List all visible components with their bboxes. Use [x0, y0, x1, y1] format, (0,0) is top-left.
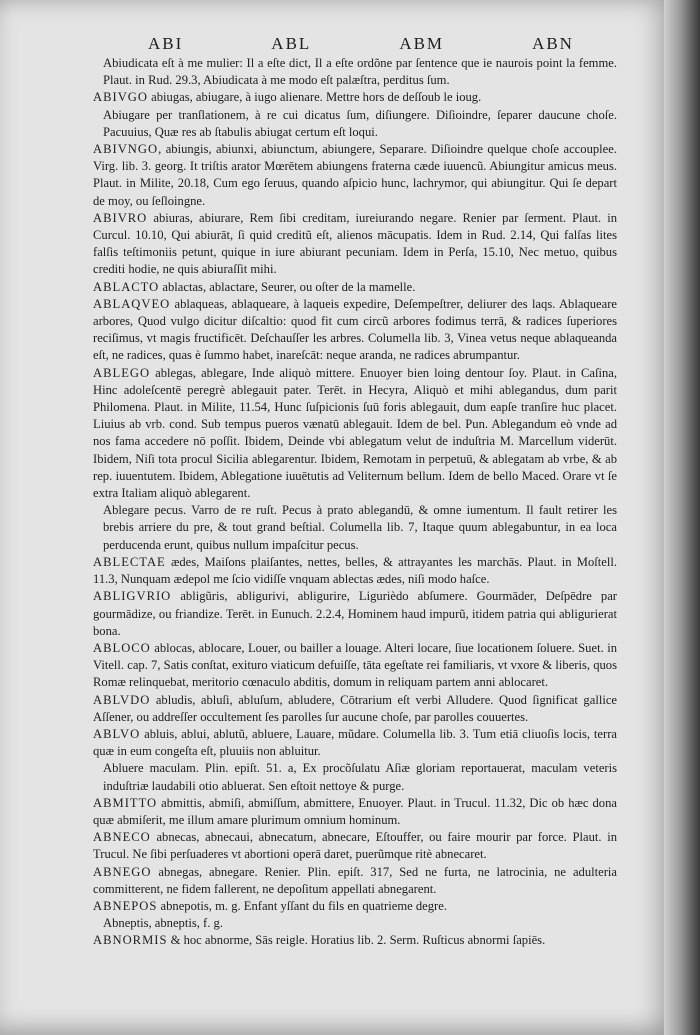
- running-head-2: ABL: [271, 34, 312, 53]
- entry-headword: ABNEPOS: [93, 898, 158, 913]
- entry-headword: ABLVDO: [93, 692, 151, 707]
- entry-text: ablactas, ablactare, Seurer, ou oſter de la mamelle.: [159, 279, 416, 294]
- dictionary-entry: [93, 55, 617, 89]
- entry-text: ædes, Maiſons plaiſantes, nettes, belles, & attrayantes les marchās. Plaut. in Moſtell. 11.3, Nunquam ædepol me ſcio vidiſſe vnquam ablectas ædes, niſi modo haſce.: [93, 554, 617, 587]
- dictionary-entry: [93, 89, 617, 106]
- page-edge: [664, 0, 700, 1035]
- entry-text: abnepotis, m. g. Enfant yſſant du fils en quatrieme degre.: [157, 898, 447, 913]
- entry-text: & hoc abnorme, Sās reigle. Horatius lib. 2. Serm. Ruſticus abnormi ſapiēs.: [167, 933, 546, 948]
- running-head-1: ABI: [148, 34, 184, 53]
- dictionary-entry: [93, 554, 617, 588]
- entry-headword: ABIVRO: [93, 210, 148, 225]
- entry-text: abnecas, abnecaui, abnecatum, abnecare, Eſtouffer, ou faire mourir par force. Plaut. in Trucul. Ne ſibi perſuaderes vt abortioni operā daret, puerũmque ritè abnecaret.: [93, 830, 617, 862]
- running-head-4: ABN: [532, 34, 574, 53]
- entry-headword: ABIVNGO: [93, 142, 159, 157]
- dictionary-entry: [93, 864, 617, 898]
- entry-text: Abiudicata eſt à me mulier: Il a eſte dict, Il a eſte ordõne par ſentence que ie naurois point la femme. Plaut. in Rud. 29.3, Abiudicata à me modo eſt palæſtra, perditus ſum.: [103, 56, 617, 88]
- entry-text: abiuras, abiurare, Rem ſibi creditam, iureiurando negare. Renier par ſerment. Plaut. in Curcul. 10.10, Qui abiurāt, ſi quid creditũ eſt, alienos mācupatis. Idem in Rud. 2.14, Qui falſas lites falſis teſtimoniis petunt, quique in iure abiurant pecuniam. Idem in Perſa, 15.10, Nec metuo, quibus crediti hodie, ne quis abiuraſſit mihi.: [93, 210, 617, 277]
- entry-headword: ABLEGO: [93, 365, 151, 380]
- dictionary-entry: [93, 932, 617, 949]
- entry-headword: ABLACTO: [93, 279, 160, 294]
- entry-headword: ABLECTAE: [93, 554, 166, 569]
- dictionary-entry: [93, 502, 617, 554]
- entry-text: abiugas, abiugare, à iugo alienare. Mettre hors de deſſoub le ioug.: [147, 90, 482, 105]
- dictionary-entry: [93, 588, 617, 640]
- dictionary-entry: [93, 107, 617, 141]
- entry-text: abmittis, abmiſi, abmiſſum, abmittere, Enuoyer. Plaut. in Trucul. 11.32, Dic ob hæc dona quæ abmiſerit, me illum amare plurimum omnium hominum.: [93, 795, 617, 827]
- entry-headword: ABNECO: [93, 830, 151, 845]
- dictionary-entry: [93, 829, 617, 863]
- entry-text: ablocas, ablocare, Louer, ou bailler a louage. Alteri locare, ſiue locationem ſoluere. Suet. in Vitell. cap. 7, Satis conſtat, exituro viaticum defuiſſe, tāta egeſtate rei familiaris, vt vxore & liberis, quos Romæ relinquebat, meritorio cœnaculo abditis, domum in reliquam partem anni ablocaret.: [93, 640, 617, 690]
- entry-text: Ablegare pecus. Varro de re ruſt. Pecus à prato ablegandū, & omne iumentum. Il fault retirer les brebis arriere du pre, & tout grand beſtial. Columella lib. 7, Itaque quum ablegabuntur, in ea loca perducenda erunt, quibus nullum impaſcitur pecus.: [103, 503, 617, 552]
- dictionary-entry: [93, 141, 617, 210]
- entry-headword: ABNORMIS: [93, 933, 168, 948]
- entry-text: abluis, ablui, ablutũ, abluere, Lauare, mũdare. Columella lib. 3. Tum etiā cliuoſis locis, terra quæ in eum congeſta eſt, pluuiis non abluitur.: [93, 726, 617, 759]
- entry-headword: ABLVO: [93, 726, 141, 741]
- dictionary-entry: [93, 915, 617, 932]
- dictionary-entry: [93, 726, 617, 760]
- dictionary-entry: [93, 210, 617, 279]
- dictionary-entry: [93, 760, 617, 794]
- dictionary-text: [93, 55, 617, 950]
- entry-headword: ABMITTO: [93, 795, 158, 810]
- running-head: [148, 34, 574, 54]
- entry-text: abnegas, abnegare. Renier. Plin. epiſt. 317, Sed ne furta, ne latrocinia, ne adulteria committerent, ne fidem fallerent, ne depoſitum appellati abnegarent.: [93, 864, 617, 896]
- dictionary-entry: [93, 279, 617, 296]
- entry-headword: ABLIGVRIO: [93, 589, 172, 604]
- entry-text: ablegas, ablegare, Inde aliquò mittere. Enuoyer bien loing dentour ſoy. Plaut. in Caſina, Hinc adoleſcentē peregrè ablegauit pater. Terēt. in Hecyra, Aliquò et mihi ablegandus, dum parit Philomena. Plaut. in Milite, 11.54, Hunc ſuſpicionis ſuū foris ablegauit, dum eapſe tranſire huc placet. Liuius ab vrb. cond. Sub tempus pueros vænatū ablegauit. Idem de bel. Pun. Ablegandum eò vnde ad nos fama accedere nō poſſit. Ibidem, Deinde vbi ablegatum velut de induſtria M. Marcellum viderūt. Ibidem, Niſi tota procul Sicilia ablegarentur. Ibidem, Remotam in perpetuū, & ablegatam ab vrbe, & ab rep. iuuentutem. Ibidem, Ablegatione iuuētutis ad Veliternum bellum. Idem de bello Maced. Orare vt ſe extra Italiam aliquò ablegarent.: [93, 365, 617, 501]
- entry-headword: ABNEGO: [93, 864, 152, 879]
- entry-headword: ABIVGO: [93, 90, 148, 105]
- dictionary-entry: [93, 795, 617, 829]
- running-head-3: ABM: [399, 34, 445, 53]
- entry-text: Abneptis, abneptis, f. g.: [103, 916, 223, 931]
- dictionary-entry: [93, 898, 617, 915]
- dictionary-entry: [93, 365, 617, 503]
- entry-headword: ABLOCO: [93, 640, 151, 655]
- entry-text: , abiungis, abiunxi, abiunctum, abiungere, Separare. Diſioindre quelque choſe accouplee. Virg. lib. 3. georg. It triſtis arator Mœrētem abiungens fraterna cæde iuuencũ. Abiungitur amicus meus. Plaut. in Milite, 20.18, Cum ego ſeruus, quando aſpicio hunc, lachrymor, qui abiungitur. Qui ſe depart de moy, ou ſeſloingne.: [93, 142, 617, 208]
- entry-text: Abluere maculam. Plin. epiſt. 51. a, Ex procõſulatu Aſiæ gloriam reportauerat, maculam veteris induſtriæ laudabili otio abluerat. Sen eſtoit nettoye & purge.: [103, 761, 617, 793]
- entry-text: ablaqueas, ablaqueare, à laqueis expedire, Deſempeſtrer, deliurer des laqs. Ablaqueare arbores, Quod vulgo dicitur diſcaltio: quod fit cum circũ arbores fodimus terrā, & radices ſuperiores reciſimus, vt magis fructificēt. Deſchauſſer les arbres. Columella lib. 3, Vinea vetus neque ablaqueanda eſt, ne radices, quas è ſummo habet, inareſcāt: neque aranda, ne radices abrumpantur.: [93, 296, 617, 363]
- dictionary-entry: [93, 692, 617, 726]
- entry-text: abligũris, abligurivi, abligurire, Ligurièdo abſumere. Gourmāder, Deſpēdre par gourmādize, ou friandize. Terēt. in Eunuch. 2.2.4, Hominem haud impurũ, itidem patria qui abligurierat bona.: [93, 589, 617, 638]
- entry-headword: ABLAQVEO: [93, 296, 171, 311]
- entry-text: abludis, abluſi, abluſum, abludere, Cōtrarium eſt verbi Alludere. Quod ſignificat gallice Aſſener, ou addreſſer occultement ſes parolles ſur aucune choſe, par parolles couuertes.: [93, 692, 617, 724]
- dictionary-entry: [93, 296, 617, 365]
- dictionary-entry: [93, 640, 617, 692]
- entry-text: Abiugare per tranſlationem, à re cui dicatus ſum, diſiungere. Diſioindre, ſeparer daucune choſe. Pacuuius, Quæ res ab ſtabulis abiugat certum eſt loqui.: [103, 107, 617, 139]
